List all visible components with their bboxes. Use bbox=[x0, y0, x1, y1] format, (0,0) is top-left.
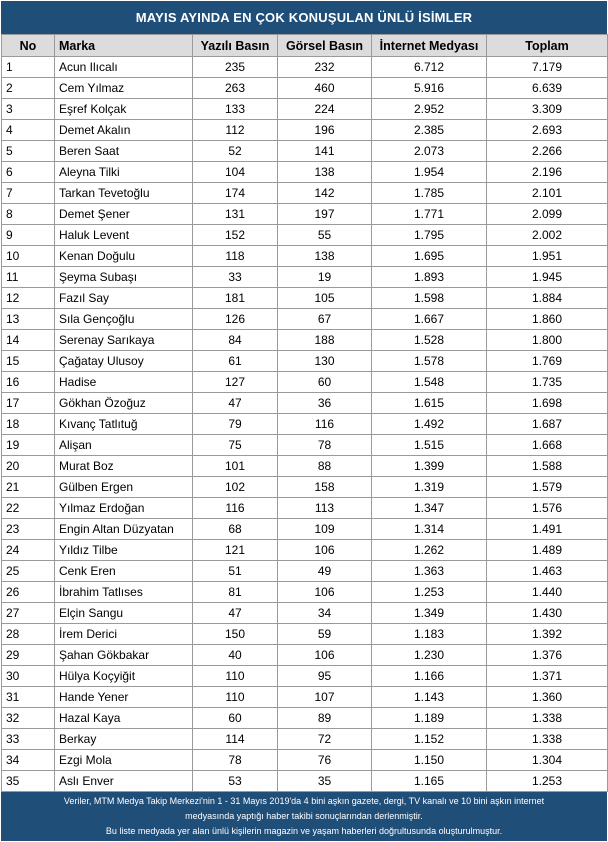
table-row bbox=[2, 78, 608, 99]
cell-print-press: 235 bbox=[193, 57, 278, 78]
cell-internet-media: 1.515 bbox=[372, 435, 487, 456]
table-row bbox=[2, 708, 608, 729]
cell-total: 1.489 bbox=[487, 540, 608, 561]
table-row bbox=[2, 99, 608, 120]
table-row bbox=[2, 183, 608, 204]
cell-name: İrem Derici bbox=[55, 624, 193, 645]
cell-total: 1.735 bbox=[487, 372, 608, 393]
cell-internet-media: 1.695 bbox=[372, 246, 487, 267]
cell-name: Ezgi Mola bbox=[55, 750, 193, 771]
cell-internet-media: 1.253 bbox=[372, 582, 487, 603]
table-row bbox=[2, 603, 608, 624]
cell-total: 1.884 bbox=[487, 288, 608, 309]
table-row bbox=[2, 288, 608, 309]
cell-print-press: 133 bbox=[193, 99, 278, 120]
cell-name: Gökhan Özoğuz bbox=[55, 393, 193, 414]
cell-name: Alişan bbox=[55, 435, 193, 456]
cell-total: 2.002 bbox=[487, 225, 608, 246]
cell-visual-press: 49 bbox=[278, 561, 372, 582]
cell-print-press: 121 bbox=[193, 540, 278, 561]
cell-total: 1.769 bbox=[487, 351, 608, 372]
cell-total: 1.463 bbox=[487, 561, 608, 582]
cell-name: Çağatay Ulusoy bbox=[55, 351, 193, 372]
cell-no: 1 bbox=[2, 57, 55, 78]
cell-print-press: 152 bbox=[193, 225, 278, 246]
cell-total: 1.668 bbox=[487, 435, 608, 456]
table-row bbox=[2, 393, 608, 414]
cell-visual-press: 107 bbox=[278, 687, 372, 708]
cell-no: 26 bbox=[2, 582, 55, 603]
cell-visual-press: 105 bbox=[278, 288, 372, 309]
cell-visual-press: 196 bbox=[278, 120, 372, 141]
cell-no: 27 bbox=[2, 603, 55, 624]
header-brand: Marka bbox=[55, 35, 193, 57]
cell-name: Cem Yılmaz bbox=[55, 78, 193, 99]
table-row bbox=[2, 540, 608, 561]
table-row bbox=[2, 246, 608, 267]
cell-print-press: 47 bbox=[193, 603, 278, 624]
footer-line-2: medyasında yaptığı haber takibi sonuçlarından derlenmiştir. bbox=[185, 811, 423, 821]
cell-no: 16 bbox=[2, 372, 55, 393]
cell-total: 1.687 bbox=[487, 414, 608, 435]
cell-name: Demet Akalın bbox=[55, 120, 193, 141]
cell-no: 31 bbox=[2, 687, 55, 708]
cell-internet-media: 1.785 bbox=[372, 183, 487, 204]
table-body bbox=[2, 57, 608, 792]
cell-visual-press: 106 bbox=[278, 645, 372, 666]
table-row bbox=[2, 456, 608, 477]
cell-print-press: 126 bbox=[193, 309, 278, 330]
cell-visual-press: 34 bbox=[278, 603, 372, 624]
cell-print-press: 131 bbox=[193, 204, 278, 225]
table-row bbox=[2, 582, 608, 603]
cell-no: 12 bbox=[2, 288, 55, 309]
cell-visual-press: 232 bbox=[278, 57, 372, 78]
cell-no: 29 bbox=[2, 645, 55, 666]
header-total: Toplam bbox=[487, 35, 608, 57]
cell-no: 15 bbox=[2, 351, 55, 372]
table-row bbox=[2, 330, 608, 351]
cell-internet-media: 1.615 bbox=[372, 393, 487, 414]
cell-no: 20 bbox=[2, 456, 55, 477]
table-row bbox=[2, 372, 608, 393]
cell-name: Sıla Gençoğlu bbox=[55, 309, 193, 330]
cell-name: Berkay bbox=[55, 729, 193, 750]
cell-print-press: 174 bbox=[193, 183, 278, 204]
cell-internet-media: 1.314 bbox=[372, 519, 487, 540]
table-row bbox=[2, 204, 608, 225]
table-row bbox=[2, 645, 608, 666]
cell-internet-media: 1.347 bbox=[372, 498, 487, 519]
cell-no: 7 bbox=[2, 183, 55, 204]
cell-name: Hande Yener bbox=[55, 687, 193, 708]
cell-internet-media: 1.165 bbox=[372, 771, 487, 792]
cell-name: Murat Boz bbox=[55, 456, 193, 477]
cell-print-press: 75 bbox=[193, 435, 278, 456]
cell-total: 1.860 bbox=[487, 309, 608, 330]
cell-internet-media: 1.262 bbox=[372, 540, 487, 561]
cell-print-press: 114 bbox=[193, 729, 278, 750]
cell-no: 11 bbox=[2, 267, 55, 288]
cell-total: 1.945 bbox=[487, 267, 608, 288]
cell-print-press: 263 bbox=[193, 78, 278, 99]
cell-total: 1.698 bbox=[487, 393, 608, 414]
cell-no: 28 bbox=[2, 624, 55, 645]
cell-no: 33 bbox=[2, 729, 55, 750]
cell-name: Şeyma Subaşı bbox=[55, 267, 193, 288]
cell-no: 9 bbox=[2, 225, 55, 246]
cell-name: Aslı Enver bbox=[55, 771, 193, 792]
table-row bbox=[2, 498, 608, 519]
cell-visual-press: 59 bbox=[278, 624, 372, 645]
cell-print-press: 52 bbox=[193, 141, 278, 162]
cell-print-press: 102 bbox=[193, 477, 278, 498]
cell-visual-press: 130 bbox=[278, 351, 372, 372]
cell-visual-press: 197 bbox=[278, 204, 372, 225]
cell-visual-press: 76 bbox=[278, 750, 372, 771]
cell-total: 1.304 bbox=[487, 750, 608, 771]
cell-print-press: 118 bbox=[193, 246, 278, 267]
cell-print-press: 79 bbox=[193, 414, 278, 435]
cell-print-press: 110 bbox=[193, 687, 278, 708]
cell-visual-press: 72 bbox=[278, 729, 372, 750]
cell-print-press: 116 bbox=[193, 498, 278, 519]
cell-print-press: 51 bbox=[193, 561, 278, 582]
cell-visual-press: 89 bbox=[278, 708, 372, 729]
cell-total: 1.588 bbox=[487, 456, 608, 477]
table-row bbox=[2, 771, 608, 792]
cell-internet-media: 1.795 bbox=[372, 225, 487, 246]
cell-visual-press: 109 bbox=[278, 519, 372, 540]
cell-total: 1.376 bbox=[487, 645, 608, 666]
cell-no: 35 bbox=[2, 771, 55, 792]
cell-name: Hazal Kaya bbox=[55, 708, 193, 729]
footer-line-1: Veriler, MTM Medya Takip Merkezi'nin 1 - 31 Mayıs 2019'da 4 bini aşkın gazete, dergi, TV kanalı ve 10 bini aşkın internet bbox=[63, 796, 545, 806]
cell-no: 19 bbox=[2, 435, 55, 456]
cell-total: 2.099 bbox=[487, 204, 608, 225]
cell-total: 1.253 bbox=[487, 771, 608, 792]
cell-no: 4 bbox=[2, 120, 55, 141]
cell-total: 1.491 bbox=[487, 519, 608, 540]
header-row bbox=[2, 35, 608, 57]
table-row bbox=[2, 750, 608, 771]
cell-name: Aleyna Tilki bbox=[55, 162, 193, 183]
cell-no: 2 bbox=[2, 78, 55, 99]
table-row bbox=[2, 729, 608, 750]
cell-print-press: 78 bbox=[193, 750, 278, 771]
cell-name: Kıvanç Tatlıtuğ bbox=[55, 414, 193, 435]
cell-total: 6.639 bbox=[487, 78, 608, 99]
cell-name: Yıldız Tilbe bbox=[55, 540, 193, 561]
header-visual-press: Görsel Basın bbox=[278, 35, 372, 57]
cell-print-press: 101 bbox=[193, 456, 278, 477]
cell-internet-media: 1.578 bbox=[372, 351, 487, 372]
cell-name: Fazıl Say bbox=[55, 288, 193, 309]
cell-no: 25 bbox=[2, 561, 55, 582]
cell-internet-media: 1.548 bbox=[372, 372, 487, 393]
cell-visual-press: 106 bbox=[278, 582, 372, 603]
cell-name: İbrahim Tatlıses bbox=[55, 582, 193, 603]
cell-internet-media: 1.319 bbox=[372, 477, 487, 498]
cell-visual-press: 67 bbox=[278, 309, 372, 330]
table-row bbox=[2, 162, 608, 183]
table-row bbox=[2, 561, 608, 582]
cell-name: Demet Şener bbox=[55, 204, 193, 225]
cell-name: Serenay Sarıkaya bbox=[55, 330, 193, 351]
cell-name: Hülya Koçyiğit bbox=[55, 666, 193, 687]
cell-name: Hadise bbox=[55, 372, 193, 393]
cell-name: Tarkan Tevetoğlu bbox=[55, 183, 193, 204]
cell-print-press: 81 bbox=[193, 582, 278, 603]
header-no: No bbox=[2, 35, 55, 57]
cell-total: 1.579 bbox=[487, 477, 608, 498]
cell-visual-press: 19 bbox=[278, 267, 372, 288]
footer-note bbox=[1, 792, 607, 841]
cell-internet-media: 1.598 bbox=[372, 288, 487, 309]
cell-internet-media: 1.954 bbox=[372, 162, 487, 183]
cell-internet-media: 1.667 bbox=[372, 309, 487, 330]
cell-total: 1.392 bbox=[487, 624, 608, 645]
cell-internet-media: 2.952 bbox=[372, 99, 487, 120]
cell-total: 1.576 bbox=[487, 498, 608, 519]
cell-print-press: 150 bbox=[193, 624, 278, 645]
cell-visual-press: 95 bbox=[278, 666, 372, 687]
cell-name: Haluk Levent bbox=[55, 225, 193, 246]
cell-print-press: 33 bbox=[193, 267, 278, 288]
cell-visual-press: 106 bbox=[278, 540, 372, 561]
cell-total: 1.430 bbox=[487, 603, 608, 624]
celebrity-ranking-table bbox=[1, 34, 608, 792]
cell-print-press: 104 bbox=[193, 162, 278, 183]
cell-print-press: 110 bbox=[193, 666, 278, 687]
cell-total: 1.440 bbox=[487, 582, 608, 603]
cell-visual-press: 60 bbox=[278, 372, 372, 393]
header-internet-media: İnternet Medyası bbox=[372, 35, 487, 57]
cell-no: 22 bbox=[2, 498, 55, 519]
cell-print-press: 53 bbox=[193, 771, 278, 792]
cell-visual-press: 113 bbox=[278, 498, 372, 519]
cell-print-press: 61 bbox=[193, 351, 278, 372]
cell-internet-media: 1.771 bbox=[372, 204, 487, 225]
cell-visual-press: 141 bbox=[278, 141, 372, 162]
cell-no: 6 bbox=[2, 162, 55, 183]
table-row bbox=[2, 351, 608, 372]
table-row bbox=[2, 267, 608, 288]
cell-internet-media: 1.189 bbox=[372, 708, 487, 729]
cell-total: 1.338 bbox=[487, 708, 608, 729]
table-row bbox=[2, 687, 608, 708]
cell-total: 1.371 bbox=[487, 666, 608, 687]
cell-visual-press: 138 bbox=[278, 246, 372, 267]
cell-total: 2.196 bbox=[487, 162, 608, 183]
cell-no: 30 bbox=[2, 666, 55, 687]
cell-visual-press: 188 bbox=[278, 330, 372, 351]
cell-print-press: 84 bbox=[193, 330, 278, 351]
cell-print-press: 181 bbox=[193, 288, 278, 309]
table-row bbox=[2, 309, 608, 330]
cell-internet-media: 1.183 bbox=[372, 624, 487, 645]
table-row bbox=[2, 414, 608, 435]
cell-total: 7.179 bbox=[487, 57, 608, 78]
cell-no: 32 bbox=[2, 708, 55, 729]
cell-internet-media: 1.143 bbox=[372, 687, 487, 708]
cell-internet-media: 1.230 bbox=[372, 645, 487, 666]
table-row bbox=[2, 225, 608, 246]
cell-internet-media: 6.712 bbox=[372, 57, 487, 78]
cell-internet-media: 2.385 bbox=[372, 120, 487, 141]
cell-internet-media: 2.073 bbox=[372, 141, 487, 162]
cell-total: 3.309 bbox=[487, 99, 608, 120]
cell-internet-media: 1.893 bbox=[372, 267, 487, 288]
cell-name: Yılmaz Erdoğan bbox=[55, 498, 193, 519]
cell-visual-press: 138 bbox=[278, 162, 372, 183]
cell-no: 3 bbox=[2, 99, 55, 120]
footer-line-3: Bu liste medyada yer alan ünlü kişilerin magazin ve yaşam haberleri doğrultusunda oluşturulmuştur. bbox=[105, 826, 503, 836]
page-title: MAYIS AYINDA EN ÇOK KONUŞULAN ÜNLÜ İSİMLER bbox=[1, 1, 607, 34]
cell-total: 1.951 bbox=[487, 246, 608, 267]
cell-internet-media: 1.363 bbox=[372, 561, 487, 582]
cell-no: 21 bbox=[2, 477, 55, 498]
cell-no: 5 bbox=[2, 141, 55, 162]
cell-visual-press: 224 bbox=[278, 99, 372, 120]
cell-internet-media: 5.916 bbox=[372, 78, 487, 99]
cell-name: Gülben Ergen bbox=[55, 477, 193, 498]
cell-print-press: 40 bbox=[193, 645, 278, 666]
cell-visual-press: 35 bbox=[278, 771, 372, 792]
cell-name: Cenk Eren bbox=[55, 561, 193, 582]
table-row bbox=[2, 435, 608, 456]
cell-internet-media: 1.349 bbox=[372, 603, 487, 624]
cell-name: Elçin Sangu bbox=[55, 603, 193, 624]
cell-no: 10 bbox=[2, 246, 55, 267]
cell-name: Eşref Kolçak bbox=[55, 99, 193, 120]
cell-name: Acun Ilıcalı bbox=[55, 57, 193, 78]
table-row bbox=[2, 57, 608, 78]
cell-name: Engin Altan Düzyatan bbox=[55, 519, 193, 540]
table-row bbox=[2, 120, 608, 141]
cell-total: 2.693 bbox=[487, 120, 608, 141]
cell-print-press: 68 bbox=[193, 519, 278, 540]
cell-no: 18 bbox=[2, 414, 55, 435]
cell-visual-press: 460 bbox=[278, 78, 372, 99]
cell-print-press: 60 bbox=[193, 708, 278, 729]
cell-total: 1.338 bbox=[487, 729, 608, 750]
cell-no: 8 bbox=[2, 204, 55, 225]
cell-internet-media: 1.166 bbox=[372, 666, 487, 687]
cell-name: Beren Saat bbox=[55, 141, 193, 162]
cell-visual-press: 158 bbox=[278, 477, 372, 498]
cell-no: 34 bbox=[2, 750, 55, 771]
cell-visual-press: 116 bbox=[278, 414, 372, 435]
cell-name: Şahan Gökbakar bbox=[55, 645, 193, 666]
cell-internet-media: 1.528 bbox=[372, 330, 487, 351]
cell-name: Kenan Doğulu bbox=[55, 246, 193, 267]
cell-print-press: 47 bbox=[193, 393, 278, 414]
cell-total: 2.266 bbox=[487, 141, 608, 162]
cell-total: 2.101 bbox=[487, 183, 608, 204]
table-row bbox=[2, 519, 608, 540]
cell-no: 17 bbox=[2, 393, 55, 414]
cell-no: 24 bbox=[2, 540, 55, 561]
cell-visual-press: 88 bbox=[278, 456, 372, 477]
cell-no: 23 bbox=[2, 519, 55, 540]
table-row bbox=[2, 666, 608, 687]
cell-internet-media: 1.150 bbox=[372, 750, 487, 771]
cell-no: 14 bbox=[2, 330, 55, 351]
header-print-press: Yazılı Basın bbox=[193, 35, 278, 57]
cell-print-press: 127 bbox=[193, 372, 278, 393]
cell-visual-press: 36 bbox=[278, 393, 372, 414]
cell-internet-media: 1.152 bbox=[372, 729, 487, 750]
cell-visual-press: 55 bbox=[278, 225, 372, 246]
cell-visual-press: 78 bbox=[278, 435, 372, 456]
cell-internet-media: 1.492 bbox=[372, 414, 487, 435]
cell-internet-media: 1.399 bbox=[372, 456, 487, 477]
cell-print-press: 112 bbox=[193, 120, 278, 141]
cell-total: 1.360 bbox=[487, 687, 608, 708]
cell-visual-press: 142 bbox=[278, 183, 372, 204]
table-row bbox=[2, 624, 608, 645]
table-row bbox=[2, 141, 608, 162]
cell-no: 13 bbox=[2, 309, 55, 330]
cell-total: 1.800 bbox=[487, 330, 608, 351]
table-row bbox=[2, 477, 608, 498]
table-header bbox=[2, 35, 608, 57]
